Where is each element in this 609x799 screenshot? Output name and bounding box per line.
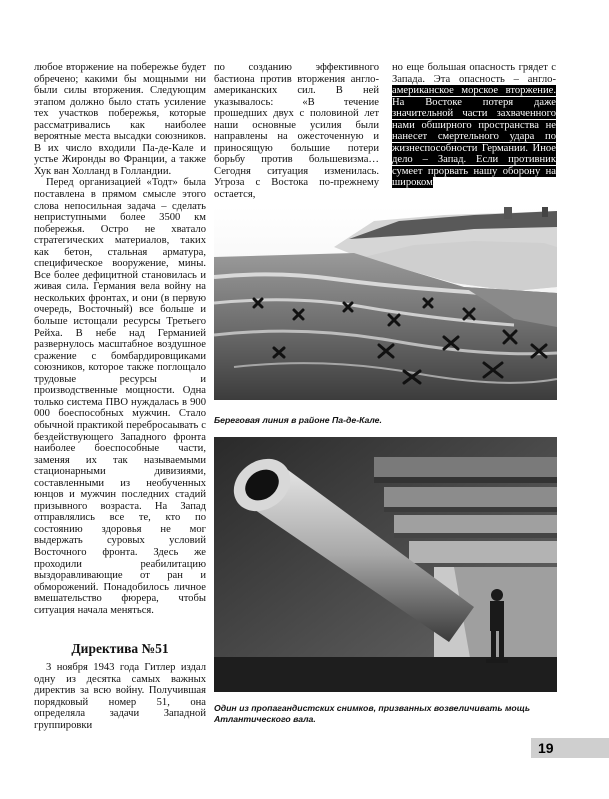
paragraph <box>392 62 556 189</box>
paragraph: Перед организацией «Тодт» была поставлена в прямом смысле этого слова непосильная задача – сделать неприступными более 3500 км побережья. Остро не хватало стратегических материалов, таких как бетон, стальная арматура, специфическое вооружение, мины. Все более дефицитной становилась и живая сила. Германия вела войну на нескольких фронтах, и они (в первую очередь, Восточный) все больше и больше истощали ресурсы Третьего Рейха. В небе над Германией развернулось масштабное воздушное сражение с бомбардировщиками союзников, которое также поглощало трудовые ресурсы и производственные мощности. Одна только система ПВО нуждалась в 900 000 боеспособных мужчин. Стало обычной практикой перебросаывать с бездействующего Западного фронта наиболее боеспособные части, заменяя их так называемыми стационарными дивизиями, составленными из необученных юнцов и мужчин последних стадий призывного возраста. На Запад отправлялись все те, кто по состоянию здоровья не мог выдержать суровых условий Восточного фронта. Здесь же проходили реабилитацию выздоравливающие от ран и обморожений. Понадобилось личное вмешательство фюрера, чтобы ситуация начала меняться. <box>34 177 206 616</box>
paragraph-start: но еще большая опасность грядет с Запада. Эта опасность – англо- <box>392 62 556 85</box>
text-column-2 <box>214 62 379 201</box>
paragraph: любое вторжение на побережье будет обречено; какими бы мощными ни были силы вторжения. Следующим этапом должно было стать усиление тех участков побережья, которые рассматривались как наиболее вероятные места высадки союзников. В их число входили Па-де-Кале и устье Жиронды во Франции, а также Хук ван Холланд в Голландии. <box>34 62 206 177</box>
paragraph: 3 ноября 1943 года Гитлер издал одну из десятка самых важных директив за всю войну. Получившая порядковый номер 51, она определяла задачи Западной группировки <box>34 662 206 731</box>
paragraph: по созданию эффективного бастиона против вторжения англо-американских сил. В ней указывалось: «В течение прошедших двух с половиной лет наши основные усилия были направлены на ожесточенную и приносящую большие потери борьбу против большевизма… Сегодня ситуация изменилась. Угроза с Востока по-прежнему остается, <box>214 62 379 201</box>
photo-caption: Береговая линия в районе Па-де-Кале. <box>214 415 382 425</box>
page-number: 19 <box>538 740 554 756</box>
text-column-3 <box>392 62 556 189</box>
text-column-1 <box>34 62 206 616</box>
photo-caption: Один из пропагандистских снимков, призванных возвеличивать мощь Атлантического вала. <box>214 703 530 724</box>
gun-emplacement-photo <box>214 437 557 692</box>
coastline-photo <box>214 207 557 400</box>
highlighted-text: американское морское вторжение. На Востоке потеря даже значительной части захваченного нами обширного пространства не нанесет смертельного удара по жизнеспособности Германии. Иное дело – Запад. Если противник сумеет прорвать нашу оборону на широком <box>392 85 556 189</box>
text-column-1-bottom <box>34 662 206 731</box>
section-heading: Директива №51 <box>71 641 169 656</box>
